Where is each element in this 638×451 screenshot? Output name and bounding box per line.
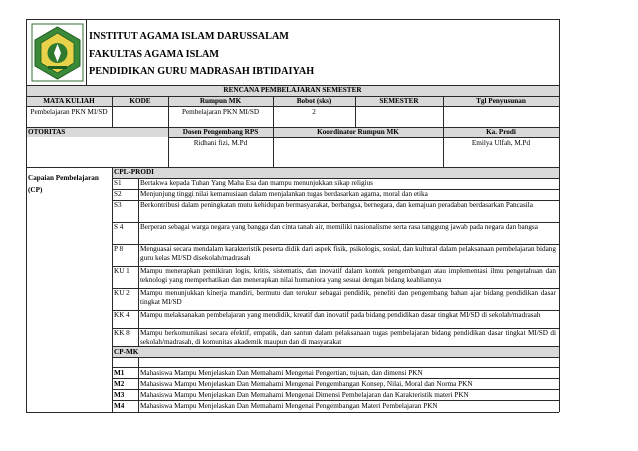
course-header-semester: SEMESTER bbox=[379, 97, 419, 105]
authority-header-kaprodi: Ka. Prodi bbox=[486, 128, 516, 136]
cpmk-description: Mahasiswa Mampu Menjelaskan Dan Memahami Mengenai Dimensi Pembelajaran dan Karakteristik materi PKN bbox=[140, 391, 469, 399]
cpl-description: Mampu melaksanakan pembelajaran yang mendidik, kreatif dan inovatif pada bidang pendidikan dasar tingkat MI/SD di sekolah/madrasah bbox=[140, 311, 541, 319]
cpl-description: Menjunjung tinggi nilai kemanusiaan dalam menjalankan tugas berdasarkan agama, moral dan etika bbox=[140, 190, 428, 198]
table-border bbox=[26, 19, 27, 412]
course-rumpun-value: Pembelajaran PKN MI/SD bbox=[181, 108, 260, 116]
table-rule bbox=[86, 19, 87, 85]
cpl-prodi-header: CPL-PRODI bbox=[114, 168, 154, 176]
cpmk-description: Mahasiswa Mampu Menjelaskan Dan Memahami Mengenai Pengembangan Materi Pembelajaran PKN bbox=[140, 402, 438, 410]
table-rule bbox=[112, 378, 559, 379]
course-header-mata-kuliah: MATA KULIAH bbox=[43, 97, 95, 105]
program-name: PENDIDIKAN GURU MADRASAH IBTIDAIYAH bbox=[89, 66, 315, 77]
table-rule bbox=[26, 96, 559, 97]
cpl-description: Berperan sebagai warga negara yang bangga dan cinta tanah air, memiliki nasionalisme serta rasa tanggung jawab pada negara dan bangsa bbox=[140, 223, 538, 231]
institute-name: INSTITUT AGAMA ISLAM DARUSSALAM bbox=[89, 31, 289, 42]
table-rule bbox=[112, 178, 559, 179]
learning-outcomes-label: Capaian Pembelajaran (CP) bbox=[28, 174, 99, 194]
course-header-bobot: Bobot (sks) bbox=[296, 97, 332, 105]
cpl-code: KU 1 bbox=[114, 267, 130, 275]
course-header-rumpun: Rumpun MK bbox=[199, 97, 242, 105]
table-rule bbox=[273, 127, 274, 167]
table-rule bbox=[112, 400, 559, 401]
table-rule bbox=[443, 127, 444, 167]
cpl-code: KK 8 bbox=[114, 329, 130, 337]
cpmk-code: M1 bbox=[114, 369, 125, 377]
table-rule bbox=[112, 310, 559, 311]
table-rule bbox=[26, 106, 559, 107]
cpl-code: P 8 bbox=[114, 245, 124, 253]
cpmk-description: Mahasiswa Mampu Menjelaskan Dan Memahami Mengenai Pengertian, tujuan, dan dimensi PKN bbox=[140, 369, 423, 377]
table-rule bbox=[168, 127, 169, 167]
table-rule bbox=[138, 178, 139, 346]
table-border bbox=[559, 19, 560, 412]
cpl-code: S1 bbox=[114, 179, 122, 187]
table-rule bbox=[168, 96, 169, 127]
table-rule bbox=[112, 266, 559, 267]
table-rule bbox=[112, 357, 559, 358]
table-rule bbox=[112, 167, 113, 412]
table-rule bbox=[443, 96, 444, 127]
cpmk-code: M3 bbox=[114, 391, 125, 399]
cpl-code: KU 2 bbox=[114, 289, 130, 297]
table-rule bbox=[112, 244, 559, 245]
cpl-description: Mampu menunjukkan kinerja mandiri, bermutu dan terukur sebagai pendidik, peneliti dan pengembang bahan ajar bidang pendidikan dasar tingkat MI/SD bbox=[140, 289, 556, 306]
authority-dosen-value: Ridhani fizi, M.Pd bbox=[193, 139, 248, 147]
table-rule bbox=[112, 346, 559, 347]
table-rule bbox=[26, 127, 559, 128]
table-rule bbox=[112, 200, 559, 201]
table-rule bbox=[273, 96, 274, 127]
table-rule bbox=[112, 96, 113, 127]
cpl-description: Mampu berkomunikasi secara efektif, empatik, dan santun dalam pelaksanaan tugas pembelajaran bidang pendidikan dasar tingkat MI/SD di sekolah/madrasah, di komunitas akademik maupun dan di masyarakat bbox=[140, 329, 556, 346]
authority-header-koordinator: Koordinator Rumpun MK bbox=[317, 128, 399, 136]
table-rule bbox=[112, 222, 559, 223]
table-rule bbox=[112, 189, 559, 190]
table-rule bbox=[168, 137, 559, 138]
cpl-description: Berkontribusi dalam peningkatan mutu kehidupan bermasyarakat, berbangsa, bernegara, dan kemajuan peradaban berdasarkan Pancasila bbox=[140, 201, 533, 209]
cpl-code: S2 bbox=[114, 190, 122, 198]
cpl-description: Bertakwa kepada Tuhan Yang Maha Esa dan mampu menunjukkan sikap religius bbox=[140, 179, 373, 187]
cpmk-code: M4 bbox=[114, 402, 125, 410]
cpmk-description: Mahasiswa Mampu Menjelaskan Dan Memahami Mengenai Pengembangan Konsep, Nilai, Moral dan Norma PKN bbox=[140, 380, 473, 388]
course-name-value: Pembelajaran PKN MI/SD bbox=[30, 108, 108, 116]
cpmk-header: CP-MK bbox=[114, 348, 139, 356]
table-rule bbox=[112, 288, 559, 289]
document-title: RENCANA PEMBELAJARAN SEMESTER bbox=[223, 86, 362, 94]
table-border bbox=[26, 412, 559, 413]
course-bobot-value: 2 bbox=[312, 108, 316, 116]
table-rule bbox=[112, 367, 559, 368]
authority-label: OTORITAS bbox=[28, 128, 66, 136]
table-rule bbox=[26, 85, 559, 86]
table-rule bbox=[26, 167, 559, 168]
table-rule bbox=[138, 357, 139, 412]
course-header-kode: KODE bbox=[129, 97, 151, 105]
cpmk-code: M2 bbox=[114, 380, 125, 388]
cpl-code: S3 bbox=[114, 201, 122, 209]
cpl-description: Mampu menerapkan pemikiran logis, kritis, sistematis, dan inovatif dalam kontek pengembangan atau implementasi ilmu pengetahuan dan teknologi yang memperhatikan dan menerapkan nilai humaniora yang sesuai dengan bidang keahliannya bbox=[140, 267, 556, 284]
table-rule bbox=[355, 96, 356, 127]
authority-header-dosen: Dosen Pengembang RPS bbox=[182, 128, 259, 136]
table-rule bbox=[112, 389, 559, 390]
cpl-description: Menguasai secara mendalam karakteristik peserta didik dari aspek fisik, psikologis, sosial, dan kultural dalam pelaksanaan pembelajaran bidang guru kelas MI/SD disekolah/madrasah bbox=[140, 245, 556, 262]
institute-logo bbox=[30, 22, 85, 83]
table-border bbox=[26, 19, 559, 20]
course-header-tgl: Tgl Penyusunan bbox=[476, 97, 526, 105]
authority-kaprodi-value: Emilya Ulfah, M.Pd bbox=[471, 139, 531, 147]
cpl-code: S 4 bbox=[114, 223, 124, 231]
cpl-code: KK 4 bbox=[114, 311, 130, 319]
faculty-name: FAKULTAS AGAMA ISLAM bbox=[89, 49, 220, 60]
table-rule bbox=[112, 328, 559, 329]
